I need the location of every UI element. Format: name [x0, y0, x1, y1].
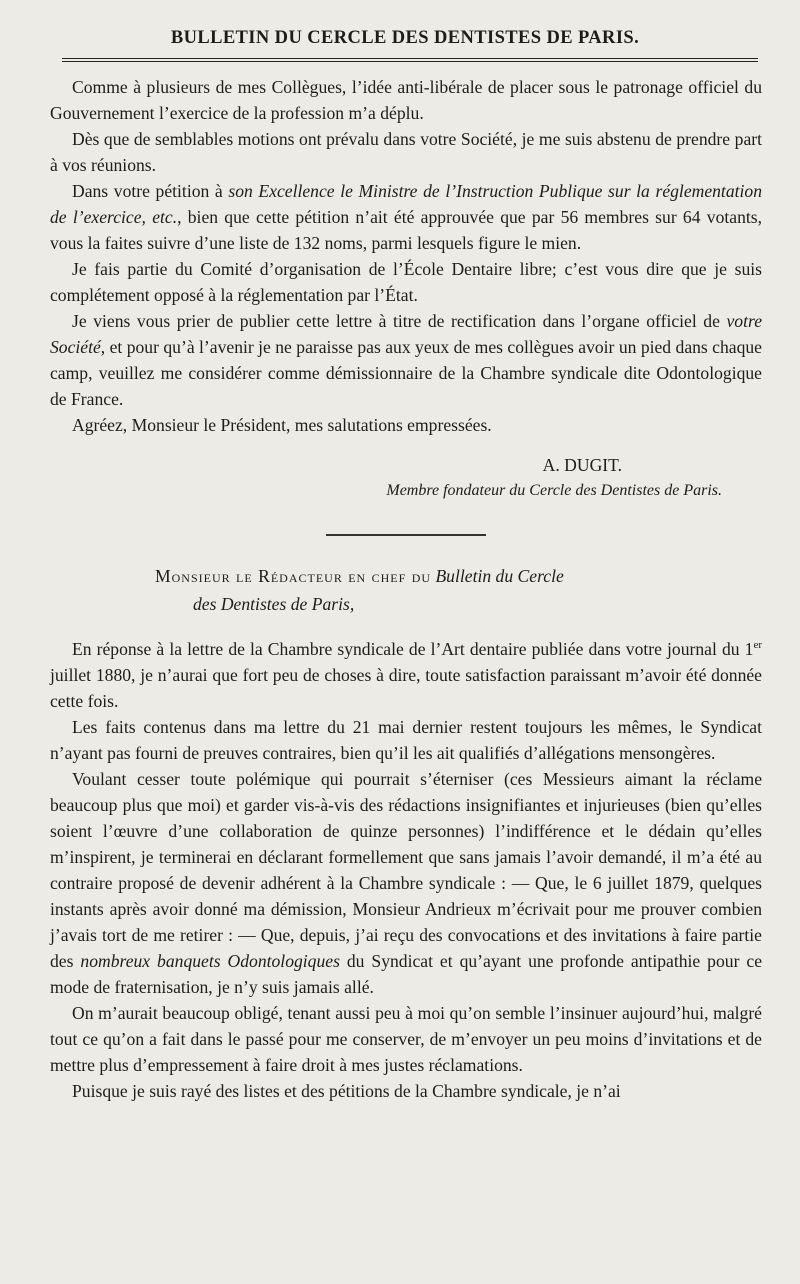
- signature-name: A. DUGIT.: [542, 455, 622, 475]
- section-separator: [326, 534, 486, 536]
- page-header: BULLETIN DU CERCLE DES DENTISTES DE PARIS.: [170, 28, 640, 48]
- paragraph: Les faits contenus dans ma lettre du 21 mai dernier restent toujours les mêmes, le Syndicat n’ayant pas fourni de preuves contraires, bien qu’il les ait qualifiés d’allégations mensongères.: [50, 716, 762, 763]
- paragraph: Puisque je suis rayé des listes et des pétitions de la Chambre syndicale, je n’ai: [72, 1080, 621, 1101]
- paragraph: Je viens vous prier de publier cette lettre à titre de rectification dans l’organe officiel de votre Société, et pour qu’à l’avenir je ne paraisse pas aux yeux de mes collègues avoir un pied dans chaque camp, veuillez me considérer comme démissionnaire de la Chambre syndicale dite Odontologique de France.: [50, 311, 762, 409]
- signature-title: Membre fondateur du Cercle des Dentistes de Paris.: [386, 482, 722, 499]
- header-rule: [62, 58, 758, 62]
- salutation-line2: des Dentistes de Paris,: [193, 594, 355, 614]
- paragraph: Comme à plusieurs de mes Collègues, l’idée anti-libérale de placer sous le patronage officiel du Gouvernement l’exercice de la profession m’a déplu.: [50, 77, 762, 123]
- paragraph: Dès que de semblables motions ont prévalu dans votre Société, je me suis abstenu de prendre part à vos réunions.: [50, 129, 762, 175]
- letter-reply: [50, 562, 762, 1104]
- paragraph: En réponse à la lettre de la Chambre syndicale de l’Art dentaire publiée dans votre journal du 1er juillet 1880, je n’aurai que fort peu de choses à dire, toute satisfaction paraissant m’avoir été donnée cette fois.: [50, 638, 762, 711]
- letter-dugit: [50, 74, 762, 504]
- salutation: Monsieur le Rédacteur en chef du Bulletin du Cercle: [155, 566, 564, 586]
- paragraph: Agréez, Monsieur le Président, mes salutations empressées.: [72, 415, 492, 435]
- paragraph: On m’aurait beaucoup obligé, tenant aussi peu à moi qu’on semble l’insinuer aujourd’hui, malgré tout ce qu’on a fait dans le passé pour me conserver, de m’envoyer un peu moins d’invitations et de mettre plus d’empressement à faire droit à mes justes réclamations.: [50, 1002, 762, 1075]
- paragraph: Je fais partie du Comité d’organisation de l’École Dentaire libre; c’est vous dire que je suis complétement opposé à la réglementation par l’État.: [50, 259, 762, 305]
- paragraph: Voulant cesser toute polémique qui pourrait s’éterniser (ces Messieurs aimant la réclame beaucoup plus que moi) et garder vis-à-vis des rédactions insignifiantes et injurieuses (bien qu’elles soient l’œuvre d’une collaboration de quinze personnes) l’indifférence et le dédain qu’elles m’inspirent, je terminerai en déclarant formellement que sans jamais l’avoir demandé, il m’a été au contraire proposé de devenir adhérent à la Chambre syndicale : — Que, le 6 juillet 1879, quelques instants après avoir donné ma démission, Monsieur Andrieux m’écrivait pour me prouver combien j’avais tort de me retirer : — Que, depuis, j’ai reçu des convocations et des invitations à faire partie des nombreux banquets Odontologiques du Syndicat et qu’ayant une profonde antipathie pour ce mode de fraternisation, je n’y suis jamais allé.: [50, 768, 762, 997]
- paragraph: Dans votre pétition à son Excellence le Ministre de l’Instruction Publique sur la réglementation de l’exercice, etc., bien que cette pétition n’ait été approuvée que par 56 membres sur 64 votants, vous la faites suivre d’une liste de 132 noms, parmi lesquels figure le mien.: [50, 181, 762, 253]
